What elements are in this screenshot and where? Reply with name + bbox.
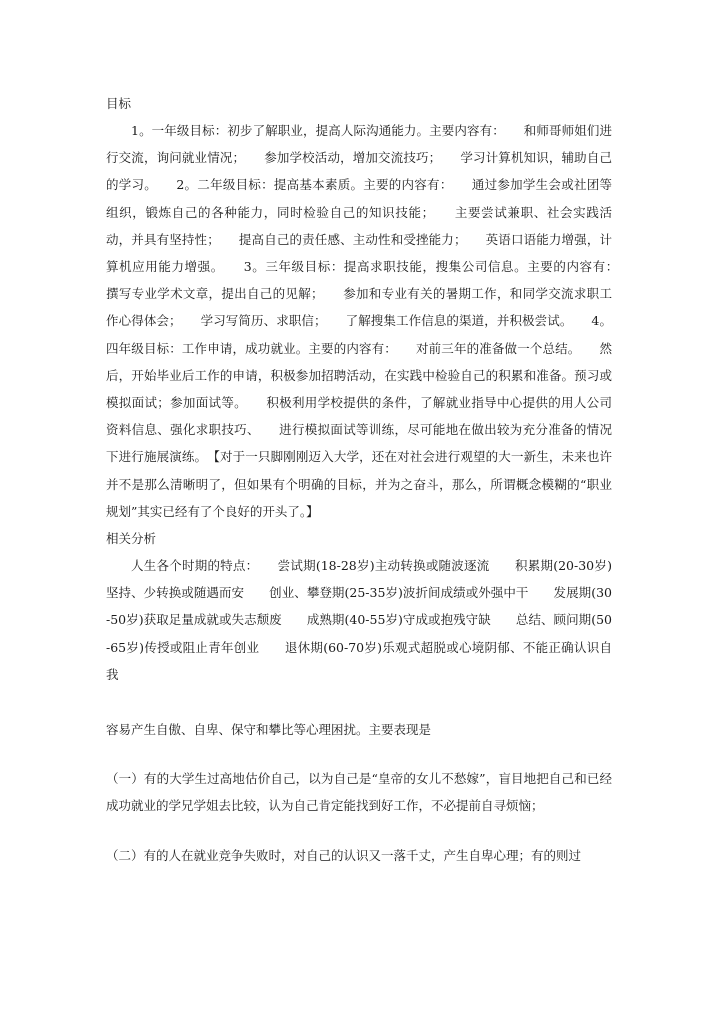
analysis-heading: 相关分析 — [106, 531, 157, 547]
goals-paragraph: 1。一年级目标：初步了解职业，提高人际沟通能力。主要内容有： 和师哥师姐们进行交流，询问就业情况； 参加学校活动，增加交流技巧； 学习计算机知识，辅助自己的学习。 2。二年级目标：提高基本素质。主要的内容有： 通过参加学生会或社团等组织，锻炼自己的各种能力，同时检验自己的知识技能； 主要尝试兼职、社会实践活动，并具有坚持性； 提高自己的责任感、主动性和受挫能力； 英语口语能力增强，计算机应用能力增强。 3。三年级目标：提高求职技能，搜集公司信息。主要的内容有： 撰写专业学术文章，提出自己的见解； 参加和专业有关的暑期工作，和同学交流求职工作心得体会； 学习写简历、求职信； 了解搜集工作信息的渠道，并积极尝试。 4。四年级目标：工作申请，成功就业。主要的内容有： 对前三年的准备做一个总结。 然后，开始毕业后工作的申请，积极参加招聘活动，在实践中检验自己的积累和准备。预习或模拟面试；参加面试等。 积极利用学校提供的条件，了解就业指导中心提供的用人公司资料信息、强化求职技巧、 进行模拟面试等训练，尽可能地在做出较为充分准备的情况下进行施展演练。 【对于一只脚刚刚迈入大学，还在对社会进行观望的大一新生，未来也许并不是那么清晰明了，但如果有个明确的目标，并为之奋斗，那么，所谓概念模糊的“职业规划”其实已经有了个良好的开头了。】 — [106, 123, 638, 519]
analysis-paragraph: 人生各个时期的特点： 尝试期(18-28岁)主动转换或随波逐流 积累期(20-30岁)坚持、少转换或随遇而安 创业、攀登期(25-35岁)波折间成绩或外强中干 发展期(30-50岁)获取足量成就或失志颓废 成熟期(40-55岁)守成或抱残守缺 总结、顾问期(50-65岁)传授或阻止青年创业 退休期(60-70岁)乐观式超脱或心境阴郁、不能正确认识自我 — [106, 558, 612, 682]
psych-intro: 容易产生自傲、自卑、保守和攀比等心理困扰。主要表现是 — [106, 722, 432, 738]
goals-heading: 目标 — [106, 96, 132, 111]
document-page — [106, 90, 638, 869]
spacer — [106, 820, 612, 842]
psych-item-1: （一）有的大学生过高地估价自己，以为自己是“皇帝的女儿不愁嫁”，盲目地把自己和已经成功就业的学兄学姐去比较，认为自己肯定能找到好工作，不必提前自寻烦恼； — [106, 771, 612, 814]
psych-item-2: （二）有的人在就业竞争失败时，对自己的认识又一落千丈，产生自卑心理；有的则过 — [106, 847, 582, 863]
spacer — [106, 743, 612, 765]
spacer — [106, 688, 612, 716]
